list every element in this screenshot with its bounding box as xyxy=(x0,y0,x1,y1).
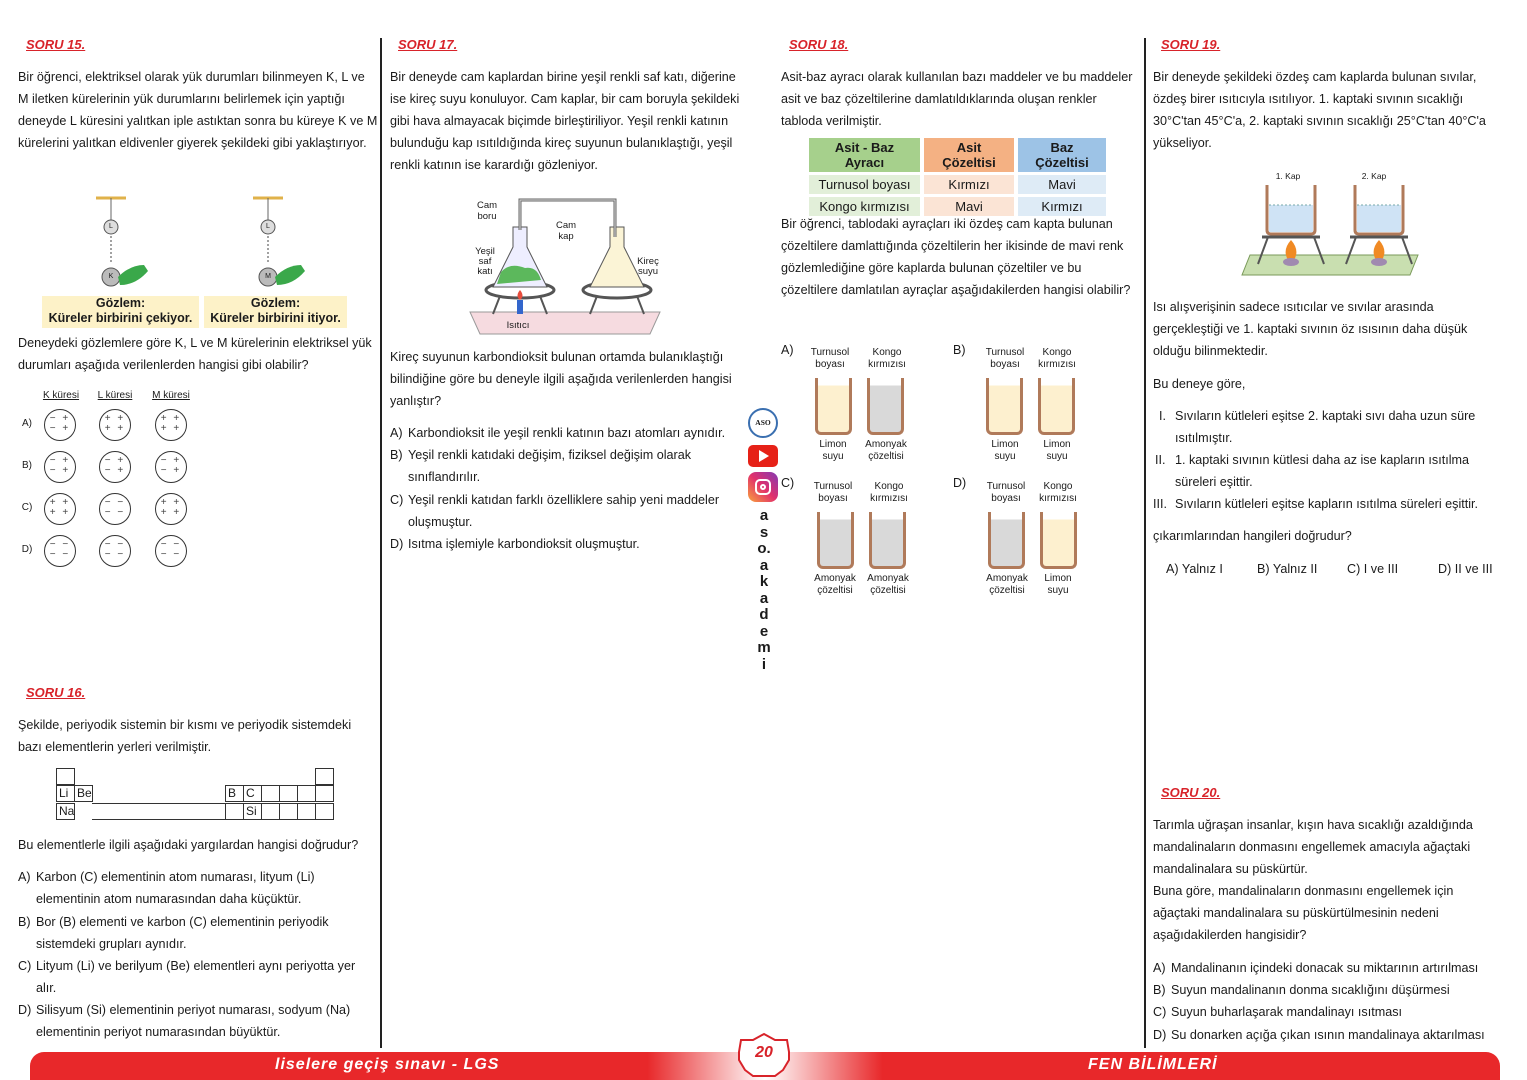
answer-option[interactable]: A) Yalnız I xyxy=(1166,562,1223,576)
observation-title: Gözlem: xyxy=(250,296,301,310)
answer-option[interactable] xyxy=(1153,1001,1508,1023)
charge-sphere: + + + + xyxy=(44,493,76,525)
figure-label: Kireç suyu xyxy=(637,256,659,277)
charge-sphere: − − − − xyxy=(155,535,187,567)
indicator-label: Kongo kırmızısı xyxy=(868,347,906,370)
beaker xyxy=(1040,512,1077,569)
indicator-label: Kongo kırmızısı xyxy=(870,481,908,504)
answer-option[interactable] xyxy=(390,444,740,488)
option-label: D) xyxy=(1153,1028,1167,1042)
option-label: A) xyxy=(18,870,31,884)
sphere-label: M xyxy=(265,273,271,280)
question-prompt: çıkarımlarından hangileri doğrudur? xyxy=(1153,529,1352,543)
option-label: B) xyxy=(953,343,966,357)
option-label: A) xyxy=(781,343,794,357)
container-label: 2. Kap xyxy=(1361,171,1387,181)
answer-option[interactable] xyxy=(18,999,373,1043)
table-header: Asit Çözeltisi xyxy=(924,138,1014,172)
figure-label: Cam boru xyxy=(476,200,498,222)
table-header: Asit - Baz Ayracı xyxy=(809,138,920,172)
beaker xyxy=(988,512,1025,569)
question-text: Bir deneyde cam kaplardan birine yeşil renkli saf katı, diğerine ise kireç suyu konuluyor. Cam kaplar, bir cam boruyla şekildeki gibi hava almayacak biçimde birleştiriliyor. Yeşil renkli katının bulunduğu kap ısıtıldığında kireç suyunun bulanıklaştığı, yeşil renkli katının ise karardığı gözleniyor. xyxy=(390,70,740,172)
answer-option[interactable]: D) II ve III xyxy=(1438,562,1493,576)
question-text: Şekilde, periyodik sistemin bir kısmı ve periyodik sistemdeki bazı elementlerin yerleri verilmiştir. xyxy=(18,718,352,754)
table-cell xyxy=(315,768,334,785)
solution-label: Amonyak çözeltisi xyxy=(814,573,856,596)
question-prompt: Deneydeki gözlemlere göre K, L ve M kürelerinin elektriksel yük durumları aşağıda verilenlerden hangisi gibi olabilir? xyxy=(18,336,372,372)
table-cell xyxy=(261,803,280,820)
answer-option[interactable]: B) Yalnız II xyxy=(1257,562,1318,576)
question-text: Bir deneyde şekildeki özdeş cam kaplarda bulunan sıvılar, özdeş birer ısıtıcıyla ısıtılıyor. 1. kaptaki sıvının sıcaklığı 30°C'tan 45°C'a, 2. kaptaki sıvının sıcaklığı 25°C'tan 40°C'a yükseliyor. xyxy=(1153,70,1486,150)
option-text: Yeşil renkli katıdaki değişim, fiziksel değişim olarak sınıflandırılır. xyxy=(408,448,692,484)
table-cell: Na xyxy=(56,803,75,820)
answer-option[interactable] xyxy=(1153,1024,1508,1046)
beaker xyxy=(815,378,852,435)
item-label: III. xyxy=(1153,497,1167,511)
question-title: SORU 18. xyxy=(789,37,849,52)
option-label: A) xyxy=(22,418,32,429)
question-prompt: Bir öğrenci, tablodaki ayraçları iki özdeş cam kapta bulunan çözeltilere damlattığında çözeltilerin her ikisinde de mavi renk gözlemlediğine göre kaplarda bulunan çözeltiler ve bu çözeltilere damlatılan ayraçlar aşağıdakilerden hangisi olabilir? xyxy=(781,217,1131,297)
item-label: I. xyxy=(1159,409,1166,423)
option-label: B) xyxy=(22,460,32,471)
observation-box xyxy=(42,296,199,328)
option-label: C) xyxy=(21,502,33,513)
table-cell: Be xyxy=(74,785,93,802)
option-label: C) xyxy=(390,493,404,507)
option-text: Mandalinanın içindeki donacak su miktarının artırılması xyxy=(1171,961,1479,975)
beaker xyxy=(1038,378,1075,435)
answer-option[interactable] xyxy=(1153,957,1508,979)
table-cell: Kongo kırmızısı xyxy=(809,197,920,216)
sphere-label: K xyxy=(108,273,114,280)
option-label: A) xyxy=(390,426,403,440)
answer-option[interactable] xyxy=(390,422,740,444)
item-text: Sıvıların kütleleri eşitse kapların ısıtılma süreleri eşittir. xyxy=(1175,497,1479,511)
figure-label: Yeşil saf katı xyxy=(475,246,495,277)
solution-label: Limon suyu xyxy=(1043,439,1071,462)
beaker xyxy=(869,512,906,569)
column-divider xyxy=(1144,38,1146,1048)
option-text: Su donarken açığa çıkan ısının mandalinaya aktarılması xyxy=(1171,1028,1485,1042)
item-label: II. xyxy=(1155,453,1166,467)
option-label: D) xyxy=(953,476,967,490)
table-cell: Mavi xyxy=(1018,175,1106,194)
column-divider xyxy=(380,38,382,1048)
option-label: C) xyxy=(781,476,795,490)
indicator-table xyxy=(805,135,1110,219)
observation-text: Küreler birbirini çekiyor. xyxy=(48,311,193,325)
question-title: SORU 15. xyxy=(26,37,86,52)
option-label: D) xyxy=(390,537,404,551)
brand-logo[interactable] xyxy=(748,408,778,438)
brand-handle[interactable] xyxy=(757,508,771,673)
column-header: L küresi xyxy=(97,390,133,401)
question-text: Bir öğrenci, elektriksel olarak yük durumları bilinmeyen K, L ve M iletken kürelerinin yük durumlarını belirlemek için yaptığı deneyde L küresini yalıtkan iple astıktan sonra bu küreye K ve M kürelerini yalıtkan eldivenler giyerek şekildeki gibi yaklaştırıyor. xyxy=(18,70,378,150)
indicator-label: Turnusol boyası xyxy=(813,481,853,504)
beaker xyxy=(817,512,854,569)
item-text: 1. kaptaki sıvının kütlesi daha az ise kapların ısıtılma süreleri eşittir. xyxy=(1175,453,1469,489)
answer-option[interactable] xyxy=(1153,979,1508,1001)
solution-label: Amonyak çözeltisi xyxy=(986,573,1028,596)
brand-logo-text: ASO xyxy=(755,418,771,427)
table-cell xyxy=(225,803,244,820)
indicator-label: Kongo kırmızısı xyxy=(1038,347,1076,370)
question-text: Asit-baz ayracı olarak kullanılan bazı maddeler ve bu maddeler asit ve baz çözeltilerine damlatıldıklarında oluşan renkler tabloda verilmiştir. xyxy=(781,70,1133,128)
charge-sphere: − + − + xyxy=(44,409,76,441)
figure-label: Isıtıcı xyxy=(506,320,530,331)
question-prompt: Bu elementlerle ilgili aşağıdaki yargılardan hangisi doğrudur? xyxy=(18,838,359,852)
question-text: Tarımla uğraşan insanlar, kışın hava sıcaklığı azaldığında mandalinaların donmasını engellemek amacıyla ağaçtaki mandalinalara su püskürtür. xyxy=(1153,818,1473,876)
table-span xyxy=(92,803,226,820)
table-header: Baz Çözeltisi xyxy=(1018,138,1106,172)
table-cell xyxy=(279,803,298,820)
option-text: Karbondioksit ile yeşil renkli katının bazı atomları aynıdır. xyxy=(408,426,726,440)
option-label: B) xyxy=(1153,983,1166,997)
statement-item xyxy=(1153,493,1498,515)
answer-option[interactable] xyxy=(390,489,740,533)
footer-right-text: FEN BİLİMLERİ xyxy=(1088,1056,1218,1073)
option-label: C) xyxy=(1153,1005,1167,1019)
answer-option[interactable] xyxy=(18,911,373,955)
table-cell xyxy=(297,803,316,820)
instagram-icon[interactable] xyxy=(748,472,778,502)
table-cell xyxy=(297,785,316,802)
answer-option[interactable]: C) I ve III xyxy=(1347,562,1399,576)
table-cell xyxy=(315,803,334,820)
table-cell xyxy=(56,768,75,785)
solution-label: Amonyak çözeltisi xyxy=(867,573,909,596)
option-label: D) xyxy=(18,1003,32,1017)
question-title: SORU 20. xyxy=(1161,785,1221,800)
item-text: Sıvıların kütleleri eşitse 2. kaptaki sıvı daha uzun süre ısıtılmıştır. xyxy=(1175,409,1476,445)
observation-text: Küreler birbirini itiyor. xyxy=(210,311,341,325)
answer-option[interactable] xyxy=(18,866,373,910)
solution-label: Limon suyu xyxy=(819,439,847,462)
table-cell xyxy=(279,785,298,802)
table-cell xyxy=(261,785,280,802)
charge-sphere: − − − − xyxy=(44,535,76,567)
observation-title: Gözlem: xyxy=(95,296,146,310)
table-cell: Kırmızı xyxy=(924,175,1014,194)
footer-left-text: liselere geçiş sınavı - LGS xyxy=(275,1056,500,1073)
statement-item xyxy=(1155,449,1490,493)
option-label: C) xyxy=(18,959,32,973)
question-title: SORU 16. xyxy=(26,685,86,700)
charge-sphere: + + + + xyxy=(99,409,131,441)
question-title: SORU 19. xyxy=(1161,37,1221,52)
experiment-figure xyxy=(40,193,350,293)
option-label: B) xyxy=(18,915,31,929)
option-text: Bor (B) elementi ve karbon (C) elementinin periyodik sistemdeki grupları aynıdır. xyxy=(36,915,329,951)
option-text: Suyun buharlaşarak mandalinayı ısıtması xyxy=(1171,1005,1403,1019)
sphere-label: L xyxy=(109,223,113,230)
question-text: Bu deneye göre, xyxy=(1153,377,1246,391)
solution-label: Amonyak çözeltisi xyxy=(865,439,907,462)
option-label: A) xyxy=(1153,961,1166,975)
brand-handle-text: aso.akademi xyxy=(757,507,771,673)
charge-sphere: − − − − xyxy=(99,493,131,525)
column-header: K küresi xyxy=(42,390,80,401)
option-label: D) xyxy=(21,544,33,555)
charge-sphere: + + + + xyxy=(155,409,187,441)
table-row xyxy=(809,175,1106,194)
beaker xyxy=(867,378,904,435)
indicator-label: Turnusol boyası xyxy=(985,347,1025,370)
charge-sphere: − + − + xyxy=(44,451,76,483)
figure-label: Cam kap xyxy=(555,220,577,242)
beaker xyxy=(986,378,1023,435)
question-title: SORU 17. xyxy=(398,37,458,52)
question-prompt: Kireç suyunun karbondioksit bulunan ortamda bulanıklaştığı bilindiğine göre bu deneyle ilgili aşağıda verilenlerden hangisi yanlıştır? xyxy=(390,350,732,408)
option-label: B) xyxy=(390,448,403,462)
table-header-row xyxy=(809,138,1106,172)
question-prompt: Buna göre, mandalinaların donmasını engellemek için ağaçtaki mandalinalara su püskürtülmesinin nedeni aşağıdakilerden hangisidir? xyxy=(1153,884,1454,942)
observation-box xyxy=(204,296,347,328)
table-cell: B xyxy=(225,785,244,802)
statement-item xyxy=(1155,405,1490,449)
option-text: Silisyum (Si) elementinin periyot numarası, sodyum (Na) elementinin periyot numarasından büyüktür. xyxy=(36,1003,351,1039)
charge-sphere: − − − − xyxy=(99,535,131,567)
option-text: Karbon (C) elementinin atom numarası, lityum (Li) elementinin atom numarasından daha küçüktür. xyxy=(36,870,315,906)
question-text: Isı alışverişinin sadece ısıtıcılar ve sıvılar arasında gerçekleştiği ve 1. kaptaki sıvının öz ısısının daha düşük olduğu bilinmektedir. xyxy=(1153,300,1468,358)
option-text: Lityum (Li) ve berilyum (Be) elementleri aynı periyotta yer alır. xyxy=(36,959,356,995)
indicator-label: Turnusol boyası xyxy=(986,481,1026,504)
answer-option[interactable] xyxy=(18,955,373,999)
table-cell: C xyxy=(243,785,262,802)
solution-label: Limon suyu xyxy=(991,439,1019,462)
table-cell: Kırmızı xyxy=(1018,197,1106,216)
charge-sphere: − + − + xyxy=(99,451,131,483)
charge-sphere: + + + + xyxy=(155,493,187,525)
page-number: 20 xyxy=(755,1044,773,1061)
indicator-label: Kongo kırmızısı xyxy=(1039,481,1077,504)
charge-sphere: − + − + xyxy=(155,451,187,483)
table-cell: Li xyxy=(56,785,75,802)
column-header: M küresi xyxy=(152,390,190,401)
table-cell: Turnusol boyası xyxy=(809,175,920,194)
sphere-label: L xyxy=(266,223,270,230)
container-label: 1. Kap xyxy=(1275,171,1301,181)
youtube-icon[interactable] xyxy=(748,445,778,467)
option-text: Isıtma işlemiyle karbondioksit oluşmuştur. xyxy=(408,537,640,551)
heating-figure xyxy=(1240,180,1420,278)
option-text: Suyun mandalinanın donma sıcaklığını düşürmesi xyxy=(1171,983,1450,997)
table-cell: Mavi xyxy=(924,197,1014,216)
table-cell xyxy=(315,785,334,802)
table-cell: Si xyxy=(243,803,262,820)
option-text: Yeşil renkli katıdan farklı özelliklere sahip yeni maddeler oluşmuştur. xyxy=(408,493,720,529)
solution-label: Limon suyu xyxy=(1044,573,1072,596)
answer-option[interactable] xyxy=(390,533,740,555)
indicator-label: Turnusol boyası xyxy=(810,347,850,370)
